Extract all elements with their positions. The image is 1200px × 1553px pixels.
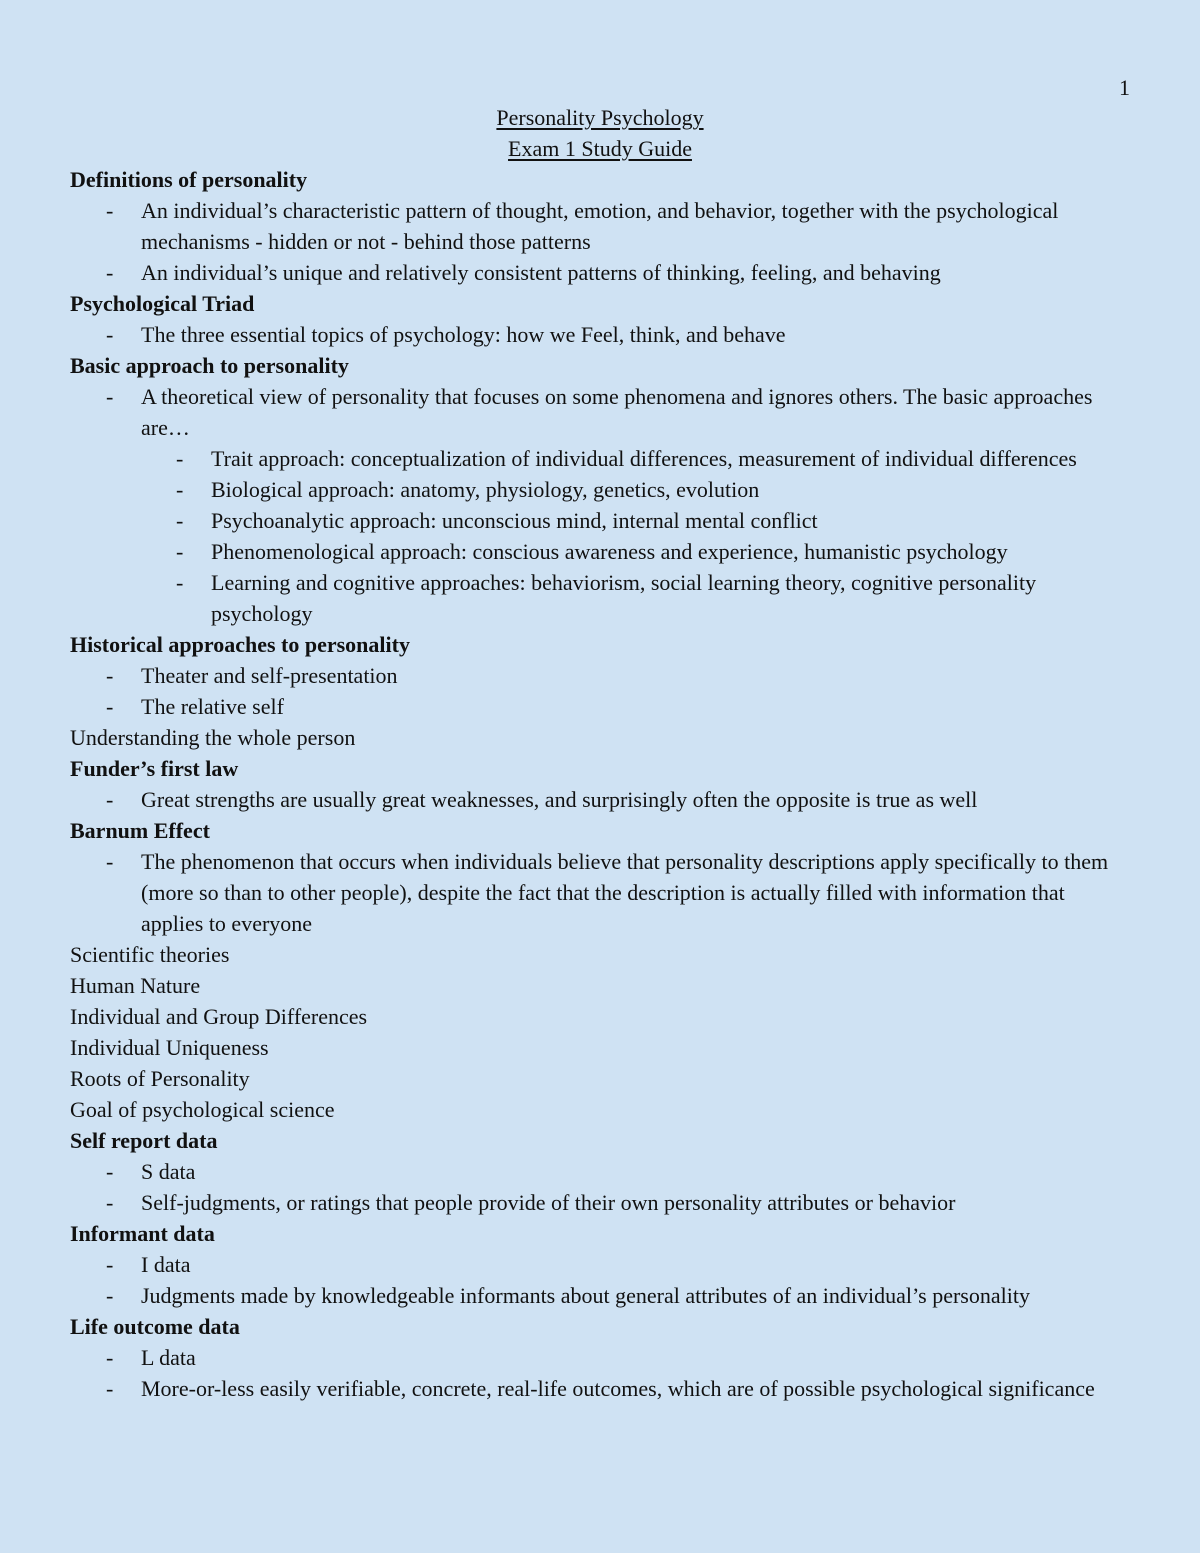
section-heading: Barnum Effect [70,818,210,843]
list-item [70,846,1130,939]
bullet-dash: - [106,384,114,409]
list-item [70,660,1130,691]
list-item [70,1280,1130,1311]
list-item [70,195,1130,257]
section [70,722,1130,753]
section [70,164,1130,288]
list-item-text: Trait approach: conceptualization of individual differences, measurement of individual differences [211,446,1077,471]
list-item-text: Theater and self-presentation [141,663,398,688]
section-heading: Funder’s first law [70,756,239,781]
section-heading: Goal of psychological science [70,1097,335,1122]
section [70,1218,1130,1311]
section-heading: Historical approaches to personality [70,632,410,657]
list-item-text: An individual’s unique and relatively consistent patterns of thinking, feeling, and behaving [141,260,941,285]
list-item-text: S data [141,1159,196,1184]
list-item-text: Great strengths are usually great weaknesses, and surprisingly often the opposite is true as well [141,787,978,812]
list-item-text: I data [141,1252,191,1277]
bullet-dash: - [176,477,184,502]
section [70,629,1130,722]
section-list [70,164,1130,1404]
section [70,1032,1130,1063]
list-item [70,1342,1130,1373]
bullet-dash: - [106,198,114,223]
section [70,970,1130,1001]
list-item-text: An individual’s characteristic pattern of thought, emotion, and behavior, together with the psychological mechanisms - hidden or not - behind those patterns [141,198,1059,254]
bullet-dash: - [106,663,114,688]
section-heading: Self report data [70,1128,218,1153]
list-item [70,567,1130,629]
bullet-dash: - [106,1159,114,1184]
list-item-text: Phenomenological approach: conscious awareness and experience, humanistic psychology [211,539,1008,564]
list-item [70,536,1130,567]
section-heading: Informant data [70,1221,215,1246]
section [70,939,1130,970]
section-heading: Human Nature [70,973,201,998]
section [70,1001,1130,1032]
section [70,1063,1130,1094]
list-item-text: The three essential topics of psychology: how we Feel, think, and behave [141,322,786,347]
list-item [70,257,1130,288]
section-heading: Understanding the whole person [70,725,356,750]
list-item [70,691,1130,722]
bullet-dash: - [106,1252,114,1277]
section-heading: Basic approach to personality [70,353,349,378]
section-heading: Individual and Group Differences [70,1004,368,1029]
list-item [70,474,1130,505]
section-heading: Roots of Personality [70,1066,250,1091]
list-item-text: A theoretical view of personality that focuses on some phenomena and ignores others. The basic approaches are… [141,384,1093,440]
bullet-dash: - [106,849,114,874]
list-item [70,1249,1130,1280]
bullet-dash: - [106,1345,114,1370]
list-item-text: The phenomenon that occurs when individuals believe that personality descriptions apply specifically to them (more so than to other people), despite the fact that the description is actually filled with information that applies to everyone [141,849,1109,936]
document-body [70,102,1130,1404]
list-item [70,443,1130,474]
section [70,1094,1130,1125]
list-item-text: More-or-less easily verifiable, concrete, real-life outcomes, which are of possible psychological significance [141,1376,1095,1401]
list-item-text: Judgments made by knowledgeable informants about general attributes of an individual’s personality [141,1283,1030,1308]
bullet-dash: - [106,260,114,285]
section-heading: Individual Uniqueness [70,1035,269,1060]
list-item-text: L data [141,1345,196,1370]
section-heading: Life outcome data [70,1314,240,1339]
section [70,753,1130,815]
section [70,1311,1130,1404]
bullet-dash: - [106,322,114,347]
bullet-dash: - [106,694,114,719]
bullet-dash: - [106,1376,114,1401]
list-item [70,319,1130,350]
bullet-dash: - [106,1190,114,1215]
section [70,1125,1130,1218]
bullet-dash: - [176,446,184,471]
list-item-text: Learning and cognitive approaches: behaviorism, social learning theory, cognitive personality psychology [211,570,1037,626]
page-number: 1 [1119,75,1130,100]
bullet-dash: - [176,570,184,595]
document-subtitle: Exam 1 Study Guide [508,136,692,161]
list-item [70,1156,1130,1187]
list-item [70,1187,1130,1218]
bullet-dash: - [106,787,114,812]
list-item-text: Self-judgments, or ratings that people provide of their own personality attributes or behavior [141,1190,956,1215]
list-item-text: Biological approach: anatomy, physiology, genetics, evolution [211,477,760,502]
list-item [70,784,1130,815]
list-item [70,1373,1130,1404]
list-item [70,381,1130,443]
bullet-dash: - [176,539,184,564]
section [70,350,1130,629]
document-title: Personality Psychology [496,105,704,130]
section-heading: Scientific theories [70,942,230,967]
section-heading: Definitions of personality [70,167,308,192]
list-item [70,505,1130,536]
bullet-dash: - [176,508,184,533]
section [70,815,1130,939]
list-item-text: The relative self [141,694,284,719]
section [70,288,1130,350]
bullet-dash: - [106,1283,114,1308]
section-heading: Psychological Triad [70,291,255,316]
list-item-text: Psychoanalytic approach: unconscious mind, internal mental conflict [211,508,818,533]
